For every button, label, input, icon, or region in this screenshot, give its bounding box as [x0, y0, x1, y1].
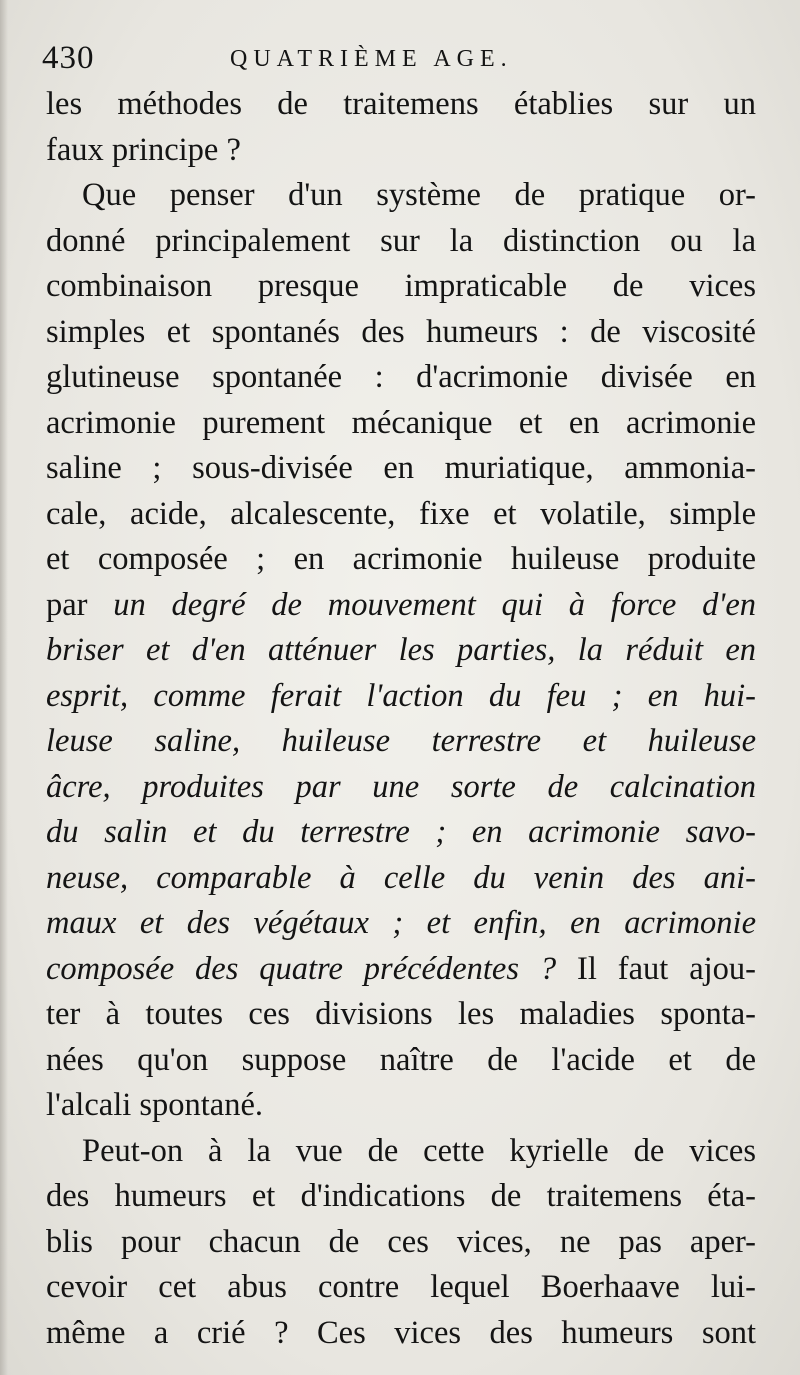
text-line: glutineuse spontanée : d'acrimonie divisée en [46, 359, 756, 395]
page-edge-shadow [0, 0, 8, 1375]
text-line: des humeurs et d'indications de traitemens éta- [46, 1178, 756, 1214]
text-line: ter à toutes ces divisions les maladies sponta- [46, 996, 756, 1032]
text-line: l'alcali spontané. [46, 1087, 264, 1123]
italic-run: un degré de mouvement qui à force d'en [113, 586, 756, 623]
text-line: âcre, produites par une sorte de calcination [46, 768, 756, 805]
text-line: neuse, comparable à celle du venin des ani- [46, 859, 756, 896]
text-line: faux principe ? [46, 131, 241, 168]
text-line: saline ; sous-divisée en muriatique, ammonia- [46, 450, 756, 486]
text-line: donné principalement sur la distinction ou la [46, 222, 756, 259]
page-header [42, 36, 758, 80]
text-line: du salin et du terrestre ; en acrimonie savo- [46, 814, 756, 850]
text-line [46, 947, 756, 991]
text-line: combinaison presque impraticable de vices [46, 268, 756, 304]
text-line: leuse saline, huileuse terrestre et huileuse [46, 723, 756, 759]
text-line: simples et spontanés des humeurs : de viscosité [46, 313, 756, 350]
page-number: 430 [42, 40, 95, 76]
roman-run: par [46, 586, 114, 623]
text-line: Que penser d'un système de pratique or- [82, 177, 756, 213]
running-title: QUATRIÈME AGE. [230, 46, 513, 72]
text-line: et composée ; en acrimonie huileuse produite [46, 541, 756, 577]
roman-run: Il faut ajou- [556, 950, 756, 987]
text-line: Peut-on à la vue de cette kyrielle de vices [82, 1132, 756, 1169]
text-line: nées qu'on suppose naître de l'acide et de [46, 1041, 756, 1078]
text-line: cale, acide, alcalescente, fixe et volatile, simple [46, 495, 756, 532]
text-line: briser et d'en atténuer les parties, la réduit en [46, 632, 756, 668]
text-line [46, 583, 756, 627]
text-line: blis pour chacun de ces vices, ne pas aper- [46, 1223, 756, 1260]
text-line: maux et des végétaux ; et enfin, en acrimonie [46, 905, 756, 941]
text-line: les méthodes de traitemens établies sur un [46, 86, 756, 122]
text-line: esprit, comme ferait l'action du feu ; en hui- [46, 677, 756, 714]
italic-run: composée des quatre précédentes ? [46, 950, 557, 987]
text-line: acrimonie purement mécanique et en acrimonie [46, 404, 756, 441]
text-line: cevoir cet abus contre lequel Boerhaave lui- [46, 1269, 756, 1305]
text-line: même a crié ? Ces vices des humeurs sont [46, 1314, 756, 1351]
